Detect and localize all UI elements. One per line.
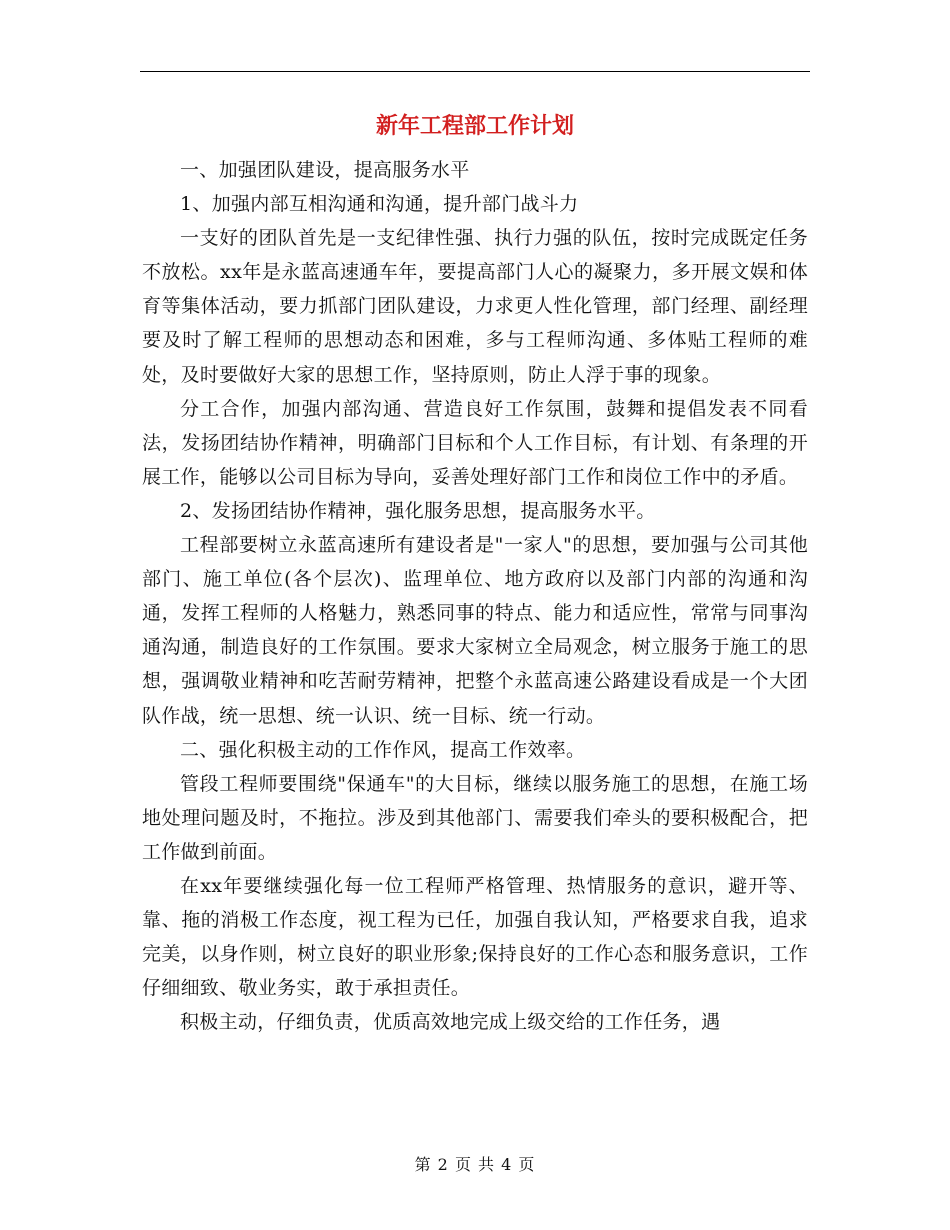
section-heading-1: 一、加强团队建设，提高服务水平 [180,159,470,181]
body-paragraph: 分工合作，加强内部沟通、营造良好工作氛围，鼓舞和提倡发表不同看法，发扬团结协作精神，明确部门目标和个人工作目标，有计划、有条理的开展工作，能够以公司目标为导向，妥善处理好部门工作和岗位工作中的矛盾。 [142,397,808,488]
subsection-heading-1: 1、加强内部互相沟通和沟通，提升部门战斗力 [180,193,579,216]
body-paragraph: 积极主动，仔细负责，优质高效地完成上级交给的工作任务，遇 [180,1011,721,1034]
document-body [142,153,808,1039]
body-paragraph: 在xx年要继续强化每一位工程师严格管理、热情服务的意识，避开等、靠、拖的消极工作态度，视工程为已任，加强自我认知，严格要求自我，追求完美，以身作则，树立良好的职业形象;保持良好的工作心态和服务意识，工作仔细细致、敬业务实，敢于承担责任。 [142,874,808,1000]
document-title: 新年工程部工作计划 [375,113,574,139]
body-paragraph: 工程部要树立永蓝高速所有建设者是"一家人"的思想，要加强与公司其他部门、施工单位(各个层次)、监理单位、地方政府以及部门内部的沟通和沟通，发挥工程师的人格魅力，熟悉同事的特点、能力和适应性，常常与同事沟通沟通，制造良好的工作氛围。要求大家树立全局观念，树立服务于施工的思想，强调敬业精神和吃苦耐劳精神，把整个永蓝高速公路建设看成是一个大团队作战，统一思想、统一认识、统一目标、统一行动。 [142,534,808,727]
subsection-heading-2: 2、发扬团结协作精神，强化服务思想，提高服务水平。 [180,499,656,522]
header-rule [140,71,810,72]
body-paragraph: 一支好的团队首先是一支纪律性强、执行力强的队伍，按时完成既定任务不放松。xx年是永蓝高速通车年，要提高部门人心的凝聚力，多开展文娱和体育等集体活动，要力抓部门团队建设，力求更人性化管理，部门经理、副经理要及时了解工程师的思想动态和困难，多与工程师沟通、多体贴工程师的难处，及时要做好大家的思想工作，坚持原则，防止人浮于事的现象。 [142,227,808,386]
page-number: 第 2 页 共 4 页 [414,1155,536,1174]
section-heading-2: 二、强化积极主动的工作作风，提高工作效率。 [180,738,586,761]
body-paragraph: 管段工程师要围绕"保通车"的大目标，继续以服务施工的思想，在施工场地处理问题及时，不拖拉。涉及到其他部门、需要我们牵头的要积极配合，把工作做到前面。 [142,772,808,863]
